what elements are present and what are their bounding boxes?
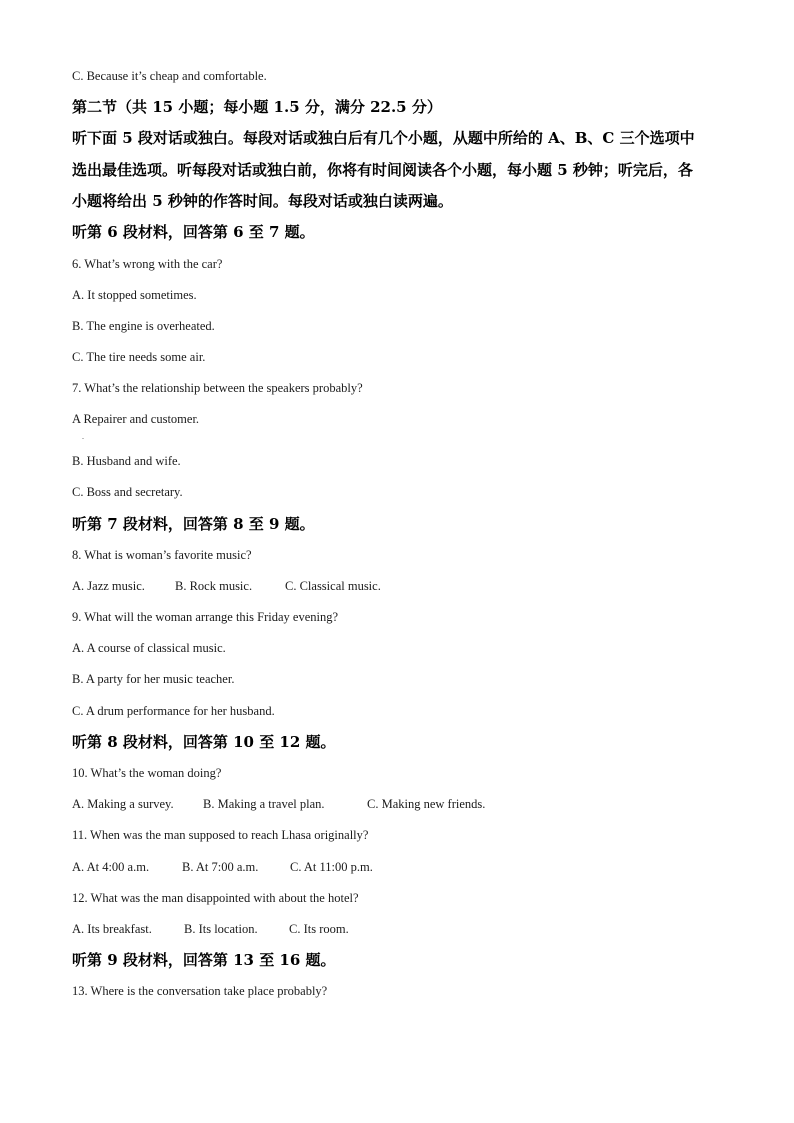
question-12-option-c: C. Its room.	[289, 922, 349, 936]
question-7-option-a: A Repairer and customer.	[72, 412, 200, 426]
instructions-line-3: 小题将给出 5 秒钟的作答时间。每段对话或独白读两遍。	[72, 192, 453, 210]
question-10-options	[72, 796, 485, 812]
question-12-options	[72, 921, 349, 937]
question-6-option-c: C. The tire needs some air.	[72, 350, 206, 364]
question-8: 8. What is woman’s favorite music?	[72, 548, 252, 562]
stray-dot: .	[82, 432, 84, 441]
question-11-option-a: A. At 4:00 a.m.	[72, 860, 150, 874]
question-10-option-b: B. Making a travel plan.	[203, 797, 325, 811]
question-12-option-a: A. Its breakfast.	[72, 922, 152, 936]
question-7-option-c: C. Boss and secretary.	[72, 485, 183, 499]
question-10: 10. What’s the woman doing?	[72, 766, 222, 780]
passage-6-heading: 听第 6 段材料，回答第 6 至 7 题。	[72, 223, 315, 241]
question-6-option-a: A. It stopped sometimes.	[72, 288, 197, 302]
question-13: 13. Where is the conversation take place probably?	[72, 984, 328, 998]
section-heading: 第二节（共 15 小题；每小题 1.5 分，满分 22.5 分）	[72, 98, 442, 116]
instructions-line-1: 听下面 5 段对话或独白。每段对话或独白后有几个小题，从题中所给的 A、B、C 三个选项中	[72, 129, 695, 147]
question-12-option-b: B. Its location.	[184, 922, 258, 936]
option-5c: C. Because it’s cheap and comfortable.	[72, 69, 267, 83]
question-12: 12. What was the man disappointed with about the hotel?	[72, 891, 359, 905]
passage-8-heading: 听第 8 段材料，回答第 10 至 12 题。	[72, 733, 336, 751]
instructions-line-2: 选出最佳选项。听每段对话或独白前，你将有时间阅读各个小题，每小题 5 秒钟；听完后，各	[72, 161, 693, 179]
question-9-option-b: B. A party for her music teacher.	[72, 672, 235, 686]
question-7-option-b: B. Husband and wife.	[72, 454, 181, 468]
question-9-option-c: C. A drum performance for her husband.	[72, 704, 275, 718]
question-9-option-a: A. A course of classical music.	[72, 641, 226, 655]
question-9: 9. What will the woman arrange this Friday evening?	[72, 610, 339, 624]
question-6-option-b: B. The engine is overheated.	[72, 319, 215, 333]
question-10-option-a: A. Making a survey.	[72, 797, 174, 811]
question-8-option-b: B. Rock music.	[175, 579, 253, 593]
question-8-option-c: C. Classical music.	[285, 579, 381, 593]
question-11: 11. When was the man supposed to reach Lhasa originally?	[72, 828, 369, 842]
question-11-options	[72, 859, 373, 875]
question-7: 7. What’s the relationship between the speakers probably?	[72, 381, 363, 395]
question-6: 6. What’s wrong with the car?	[72, 257, 223, 271]
passage-7-heading: 听第 7 段材料，回答第 8 至 9 题。	[72, 515, 315, 533]
passage-9-heading: 听第 9 段材料，回答第 13 至 16 题。	[72, 951, 336, 969]
question-8-option-a: A. Jazz music.	[72, 579, 145, 593]
question-11-option-b: B. At 7:00 a.m.	[182, 860, 259, 874]
question-10-option-c: C. Making new friends.	[367, 797, 486, 811]
question-11-option-c: C. At 11:00 p.m.	[290, 860, 373, 874]
question-8-options	[72, 578, 381, 594]
